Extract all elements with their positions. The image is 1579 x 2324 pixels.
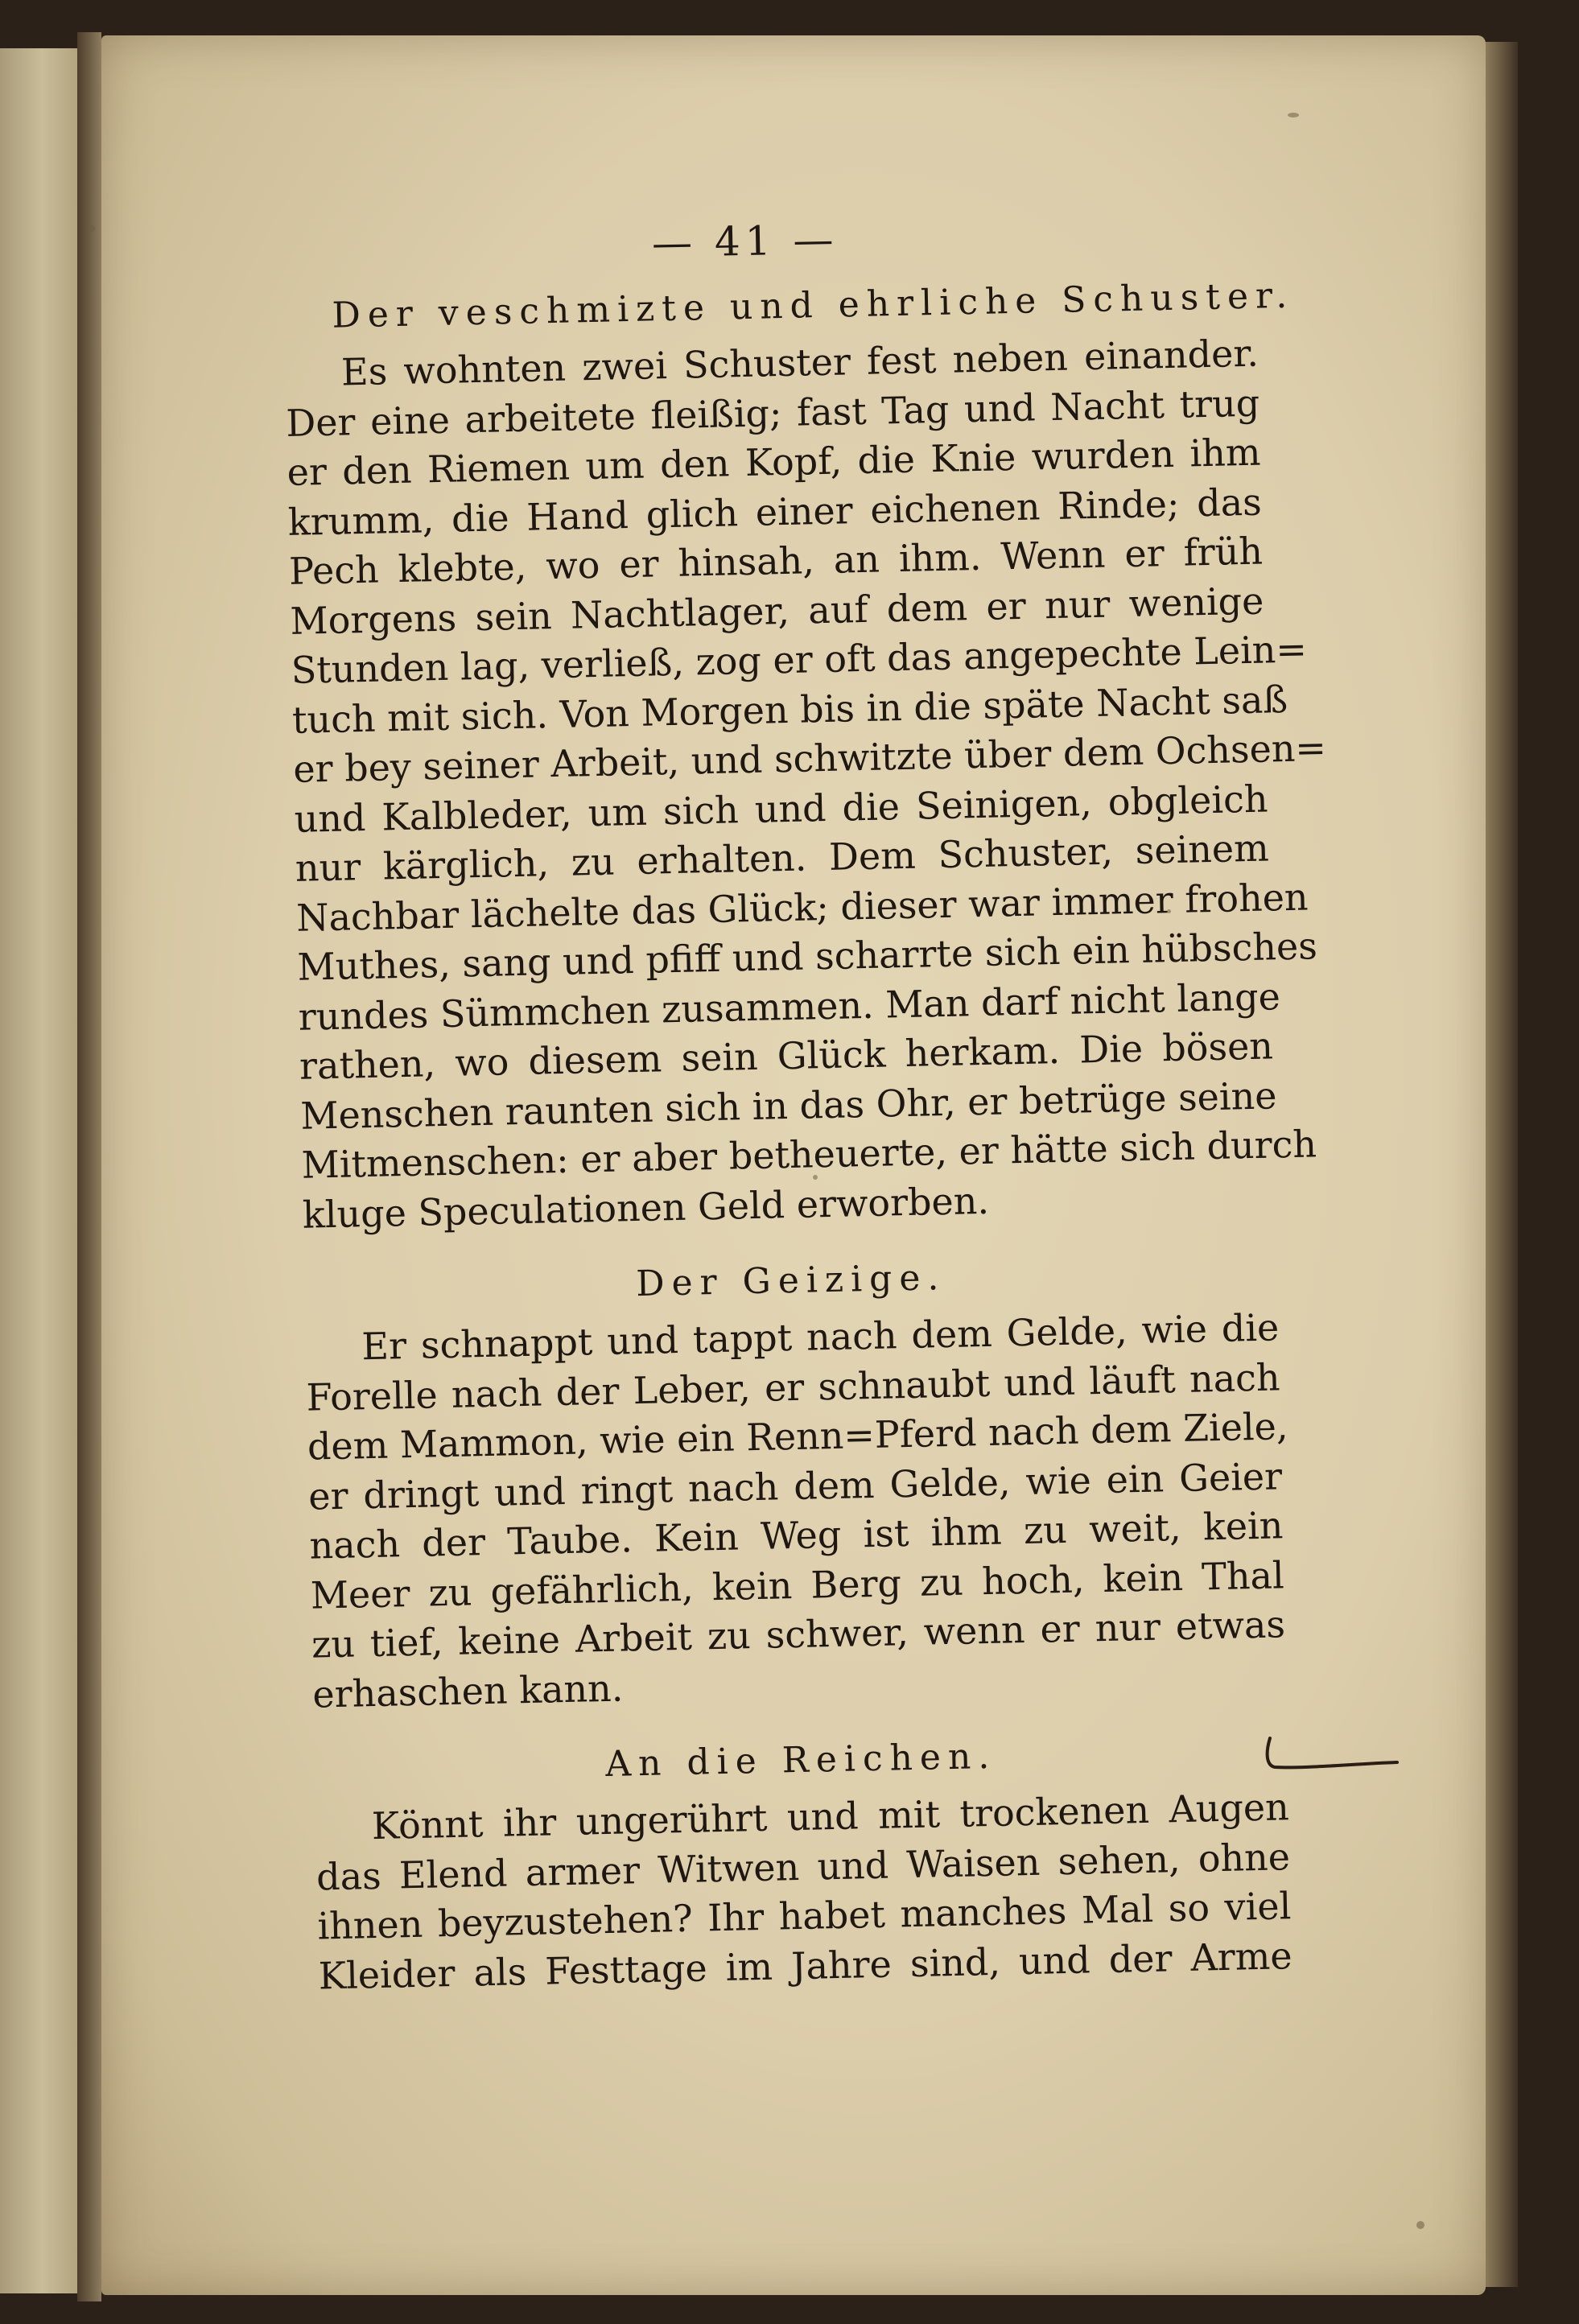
text-line: Menschen raunten sich in das Ohr, er betrüge seine: [299, 1073, 1277, 1138]
text-line: Es wohnten zwei Schuster fest neben einander.: [340, 331, 1259, 394]
margin-pen-mark: [1264, 1730, 1400, 1786]
text-line: er dringt und ringt nach dem Gelde, wie ein Geier: [307, 1453, 1283, 1518]
text-line: Könnt ihr ungerührt und mit trockenen Augen: [371, 1785, 1290, 1848]
paragraph-reichen: [315, 1782, 1292, 2001]
paragraph-geizige: [305, 1303, 1287, 1719]
text-line: Muthes, sang und pfiff und scharrte sich ein hübsches: [296, 924, 1318, 989]
paragraph-schuster: [284, 329, 1327, 1240]
text-line: Er schnappt und tappt nach dem Gelde, wie die: [361, 1305, 1280, 1369]
text-line: nur kärglich, zu erhalten. Dem Schuster, seinem: [295, 826, 1270, 890]
text-line: kluge Speculationen Geld erworben.: [302, 1178, 990, 1237]
text-line: das Elend armer Witwen und Waisen sehen, ohne: [315, 1834, 1291, 1899]
text-line: er bey seiner Arbeit, und schwitzte über dem Ochsen=: [292, 725, 1327, 791]
text-line: Pech klebte, wo er hinsah, an ihm. Wenn er früh: [288, 529, 1264, 593]
text-line: er den Riemen um den Kopf, die Knie wurden ihm: [287, 430, 1261, 494]
text-line: Stunden lag, verließ, zog er oft das angepechte Lein=: [291, 627, 1308, 692]
text-line: dem Mammon, wie ein Renn=Pferd nach dem Ziele,: [307, 1404, 1288, 1469]
section-heading-geizige: Der Geizige.: [635, 1257, 946, 1305]
text-line: zu tief, keine Arbeit zu schwer, wenn er nur etwas: [311, 1602, 1286, 1667]
section-heading-reichen: An die Reichen.: [604, 1735, 997, 1785]
text-line: Nachbar lächelte das Glück; dieser war immer frohen: [295, 874, 1309, 940]
text-line: Meer zu gefährlich, kein Berg zu hoch, kein Thal: [310, 1552, 1285, 1617]
text-line: und Kalbleder, um sich und die Seinigen, obgleich: [294, 777, 1268, 841]
text-line: Kleider als Festtage im Jahre sind, und der Arme: [318, 1933, 1293, 1998]
text-line: ihnen beyzustehen? Ihr habet manches Mal so viel: [316, 1884, 1292, 1948]
text-line: rundes Sümmchen zusammen. Man darf nicht lange: [298, 974, 1281, 1039]
text-line: tuch mit sich. Von Morgen bis in die späte Nacht saß: [291, 677, 1288, 742]
text-line: erhaschen kann.: [311, 1666, 624, 1716]
text-line: krumm, die Hand glich einer eichenen Rinde; das: [287, 480, 1263, 544]
text-line: Morgens sein Nachtlager, auf dem er nur wenige: [289, 579, 1264, 643]
text-line: Der eine arbeitete fleißig; fast Tag und Nacht trug: [285, 381, 1260, 445]
text-line: rathen, wo diesem sein Glück herkam. Die bösen: [299, 1024, 1274, 1088]
page-text: [282, 197, 1327, 2001]
text-line: nach der Taube. Kein Weg ist ihm zu weit, kein: [309, 1503, 1284, 1568]
right-page-edge: [1486, 42, 1518, 2287]
book-gutter: [77, 32, 101, 2301]
left-page-edge: [0, 48, 80, 2293]
text-line: Forelle nach der Leber, er schnaubt und läuft nach: [306, 1354, 1281, 1420]
page-number: — 41 —: [651, 216, 839, 267]
section-heading-schuster: Der veschmizte und ehrliche Schuster.: [332, 274, 1295, 336]
text-line: Mitmenschen: er aber betheuerte, er hätte sich durch: [301, 1122, 1317, 1187]
